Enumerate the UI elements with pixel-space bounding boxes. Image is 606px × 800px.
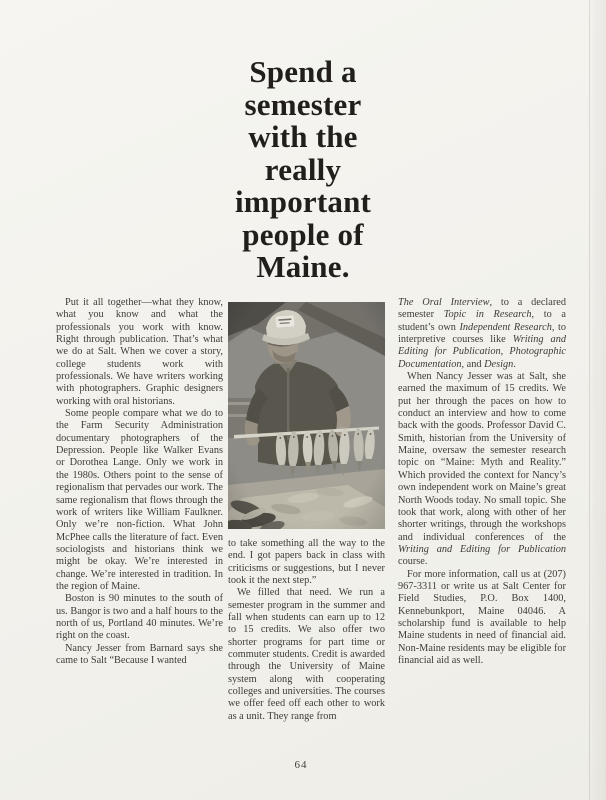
text: Put it all together—what they know, what you know and what the professionals you work with know. Right through publication. That’s what we do at Salt. When we cover a story, college students work with professionals. We have writers working with photographers. Graphic designers working with oral historians. bbox=[56, 297, 223, 407]
italic-text: Writing and Editing for Publication bbox=[398, 543, 566, 555]
headline-line: really bbox=[264, 151, 342, 187]
paragraph bbox=[228, 538, 385, 587]
text: When Nancy Jesser was at Salt, she earned the maximum of 15 credits. We put her through the paces on how to conduct an interview and how to come back with the goods. Professor David C. Smith, historian from the University of Maine, oversaw the semester research topic on “Maine: Myth and Reality.” Which provided the context for Nancy’s own independent work on Maine’s great North Woods today. No small topic. She took that work, along with other of her shorter writings, through the workshops and individual conferences of the bbox=[398, 371, 566, 543]
text: Some people compare what we do to the Farm Security Administration documentary photographers of the Depression. People like Walker Evans or Dorothea Lange. Only we work in the 1980s. Others point to the sense of regionalism that pervades our work. The same regionalism that flows through the work of writers like William Faulkner. Only we’re non-fiction. What John McPhee calls the literature of fact. Even sociologists and historians think we might be okay. We’re interested in change. We’re interested in tradition. In the region of Maine. bbox=[56, 408, 223, 592]
italic-text: Design bbox=[484, 358, 514, 370]
paragraph bbox=[398, 569, 566, 668]
text: to take something all the way to the end. I got papers back in class with criticisms or suggestions, but I never took it the next step.” bbox=[228, 538, 385, 587]
paragraph bbox=[56, 297, 223, 408]
italic-text: Topic in Research bbox=[443, 309, 532, 321]
text: Boston is 90 minutes to the south of us. Bangor is two and a half hours to the north of us, Portland 40 minutes. We’re right on the coast. bbox=[56, 593, 223, 642]
headline-line: people of bbox=[242, 216, 364, 252]
headline-line: Maine. bbox=[256, 249, 350, 284]
photo-man-threading-fish bbox=[228, 302, 385, 529]
page-number: 64 bbox=[294, 759, 308, 771]
text: , bbox=[500, 346, 510, 358]
italic-text: The Oral Interview bbox=[398, 297, 490, 308]
text: , to a declared semester bbox=[398, 297, 567, 321]
middle-column bbox=[228, 302, 385, 723]
italic-text: Independent Research bbox=[459, 321, 552, 333]
headline bbox=[0, 56, 606, 284]
text: , to a student’s own bbox=[398, 309, 566, 333]
headline-line: Spend a bbox=[249, 54, 357, 89]
text: , to interpretive courses like bbox=[398, 321, 566, 346]
headline-line: important bbox=[234, 184, 372, 219]
text: course. bbox=[398, 556, 428, 568]
paragraph bbox=[398, 297, 566, 371]
paragraph bbox=[398, 371, 566, 569]
italic-text: Writing and Editing for Publication bbox=[398, 334, 566, 358]
middle-column-text bbox=[228, 538, 385, 723]
right-column bbox=[398, 297, 566, 667]
italic-text: Photographic Documentation bbox=[398, 346, 567, 370]
paragraph bbox=[228, 587, 385, 723]
paragraph bbox=[56, 408, 223, 593]
text: Nancy Jesser from Barnard says she came to Salt “Because I wanted bbox=[56, 642, 223, 666]
headline-line: semester bbox=[244, 86, 362, 122]
paragraph bbox=[56, 593, 223, 642]
text: We filled that need. We run a semester program in the summer and fall when students can earn up to 12 to 15 credits. We also offer two shorter programs for part time or commuter students. Credit is awarded through the University of Maine system along with cooperating colleges and universities. The courses we offer feed off each other to work as a unit. They range from bbox=[228, 587, 385, 722]
photo-illustration bbox=[228, 302, 385, 529]
page-edge bbox=[589, 0, 606, 800]
paragraph bbox=[56, 643, 223, 668]
text: . bbox=[513, 358, 516, 370]
text: , and bbox=[461, 358, 485, 370]
text: For more information, call us at (207) 967-3311 or write us at Salt Center for Field Studies, P.O. Box 1400, Kennebunkport, Maine 04046. A scholarship fund is available to help Maine students in need of financial aid. Non-Maine residents may be eligible for financial aid as well. bbox=[398, 568, 566, 666]
left-column bbox=[56, 297, 223, 667]
headline-line: with the bbox=[248, 119, 358, 154]
